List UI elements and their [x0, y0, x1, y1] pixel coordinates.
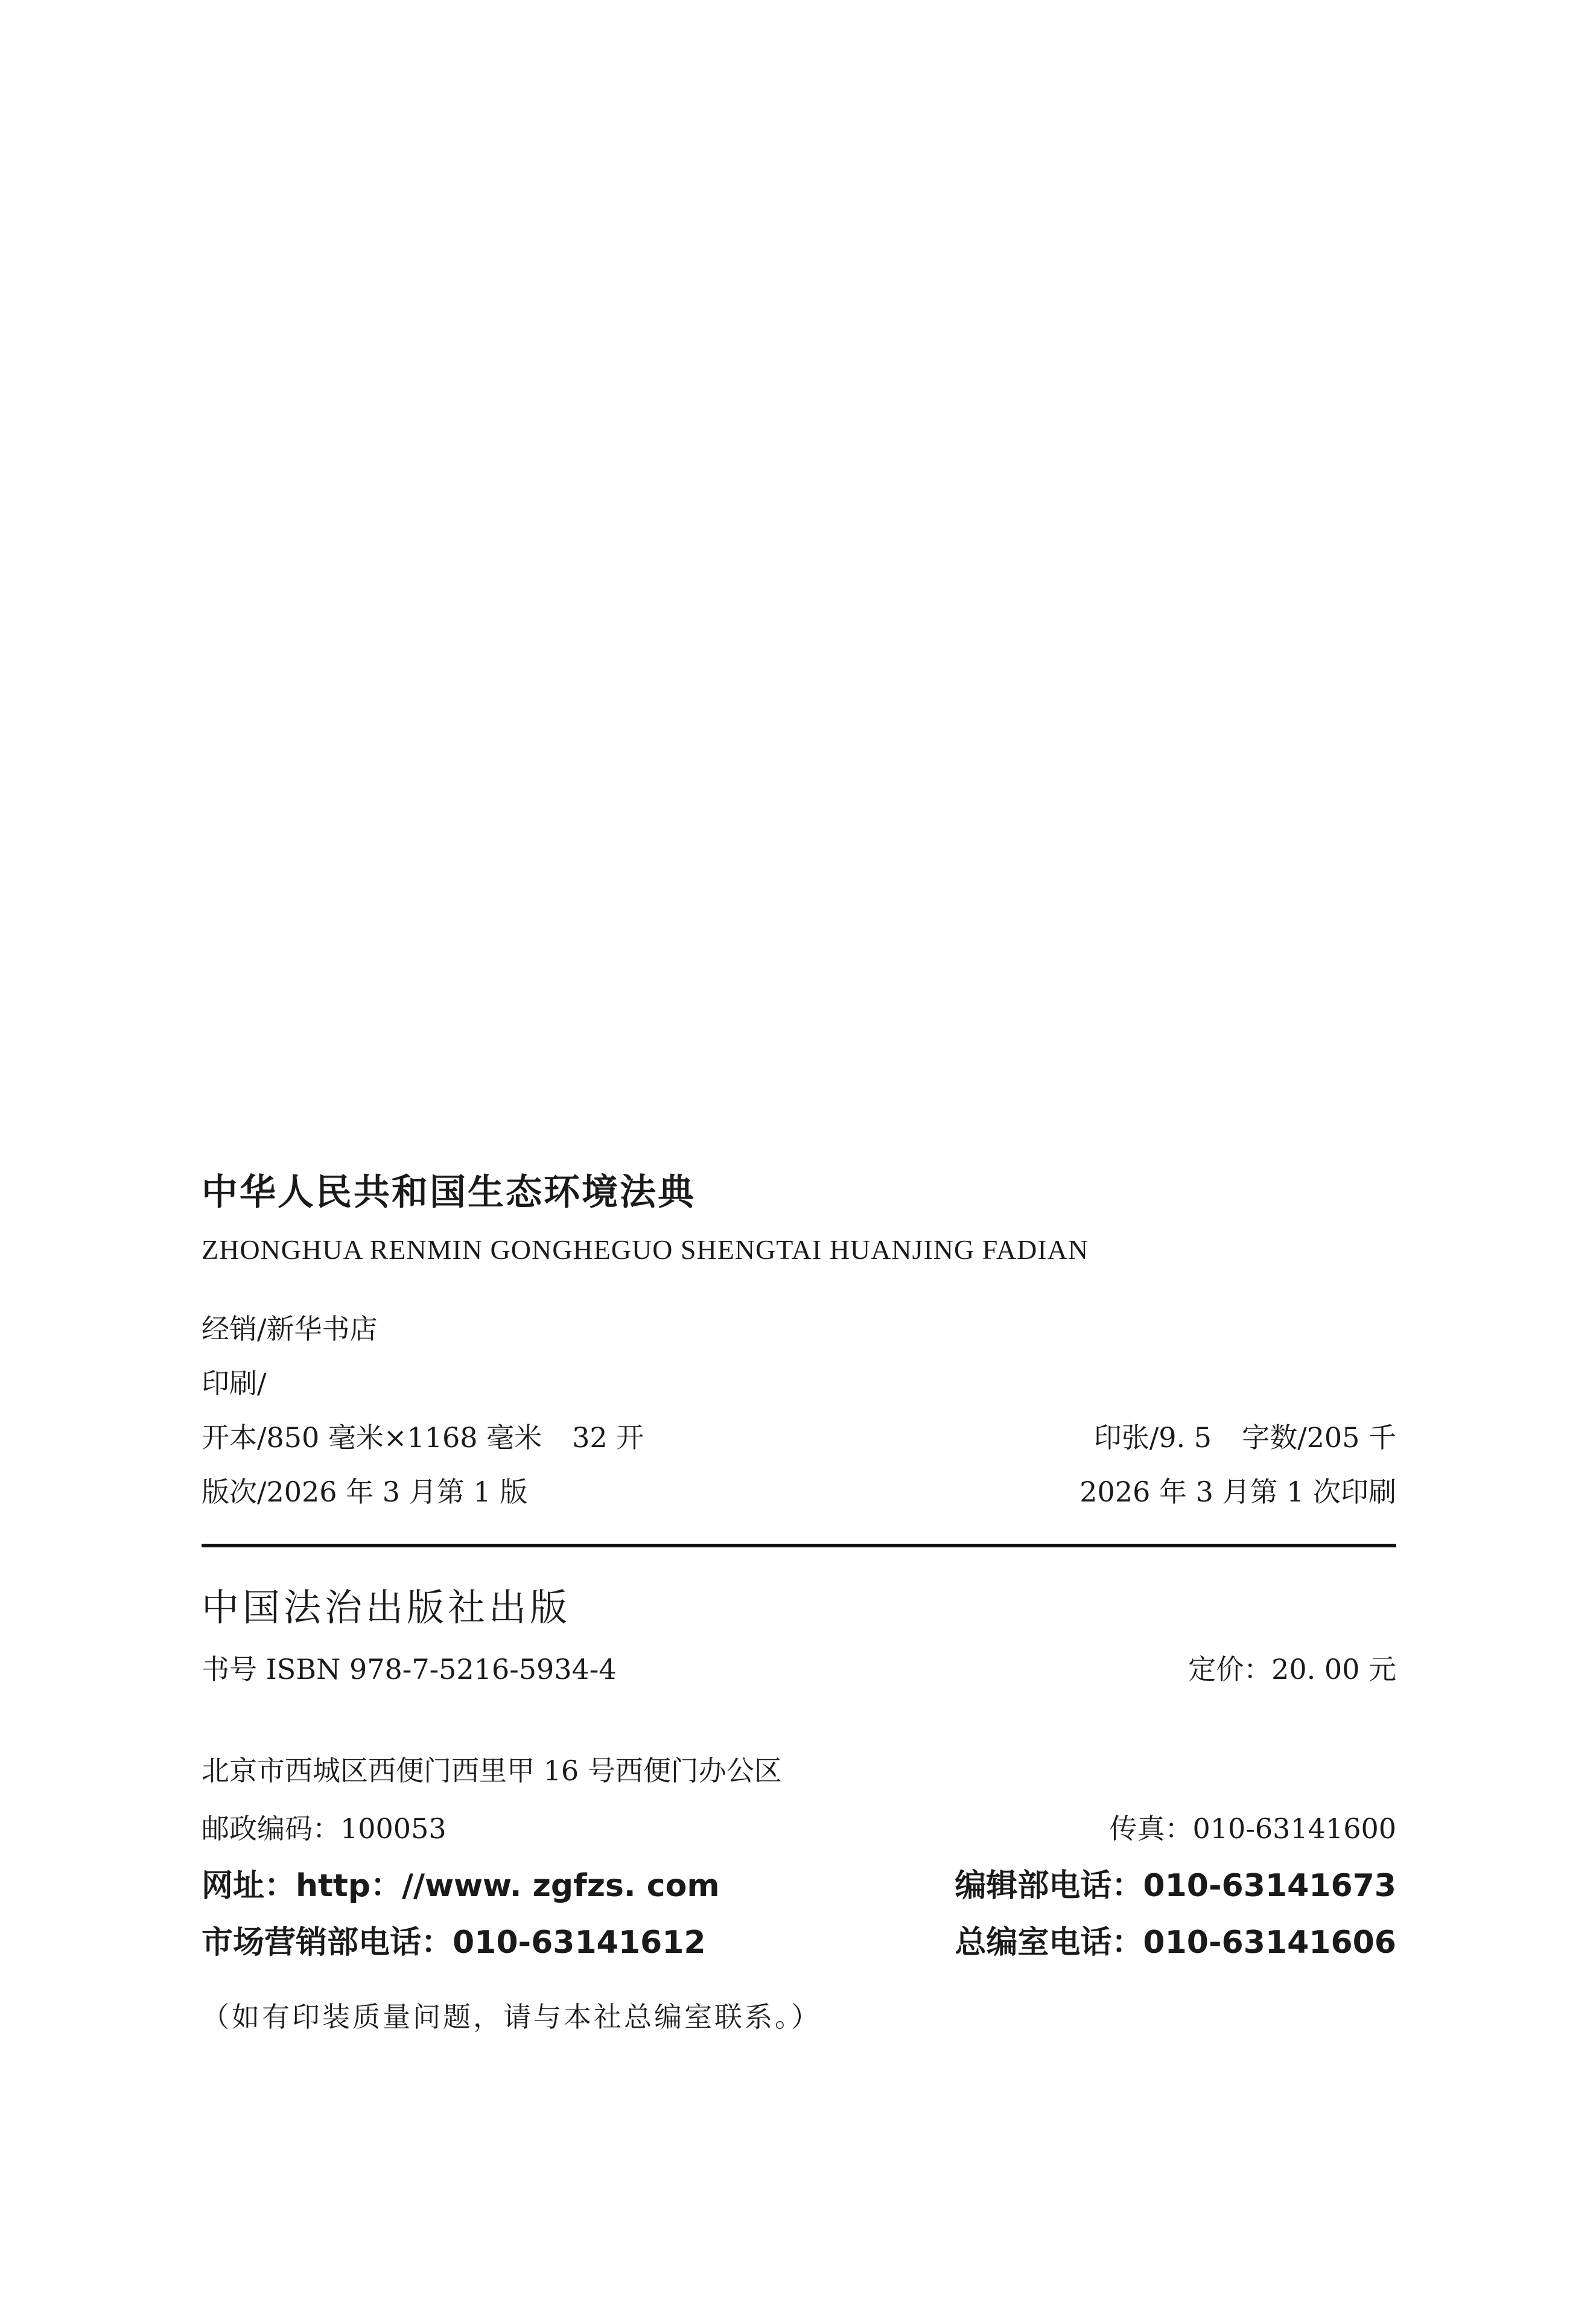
- postal-line: [202, 1807, 1396, 1847]
- word-count: 字数/205 千: [1242, 1421, 1396, 1454]
- marketing-phone: 市场营销部电话：010-63141612: [202, 1925, 706, 1961]
- edition: 版次/2026 年 3 月第 1 版: [202, 1476, 528, 1508]
- printed-sheets: 印张/9. 5: [1093, 1421, 1212, 1454]
- website: 网址：http：//www. zgfzs. com: [202, 1868, 720, 1904]
- book-title-pinyin: ZHONGHUA RENMIN GONGHEGUO SHENGTAI HUANJING FADIAN: [202, 1234, 1089, 1265]
- format-fold: 32 开: [572, 1421, 644, 1454]
- distributor-line: [202, 1307, 1396, 1347]
- printer: 印刷/: [202, 1367, 267, 1400]
- format: 开本/850 毫米×1168 毫米: [202, 1421, 542, 1454]
- format-line: [202, 1416, 1396, 1456]
- quality-note: （如有印装质量问题，请与本社总编室联系。）: [202, 2001, 821, 2033]
- printer-line: [202, 1361, 1396, 1401]
- edition-line: [202, 1470, 1396, 1510]
- format-group: [202, 1416, 644, 1456]
- fax: 传真：010-63141600: [1109, 1812, 1396, 1845]
- distributor: 经销/新华书店: [202, 1313, 378, 1345]
- contact-line-1: [202, 1860, 1396, 1905]
- chief-editor-phone: 总编室电话：010-63141606: [955, 1925, 1396, 1961]
- postal-code: 邮政编码：100053: [202, 1812, 447, 1845]
- divider-rule: [202, 1544, 1396, 1547]
- publisher-name: 中国法治出版社出版: [202, 1585, 571, 1629]
- isbn-line: [202, 1648, 1396, 1687]
- printing: 2026 年 3 月第 1 次印刷: [1079, 1476, 1396, 1508]
- isbn: 书号 ISBN 978-7-5216-5934-4: [202, 1653, 617, 1686]
- editorial-phone: 编辑部电话：010-63141673: [955, 1868, 1396, 1904]
- publisher-address: 北京市西城区西便门西里甲 16 号西便门办公区: [202, 1754, 782, 1787]
- contact-line-2: [202, 1917, 1396, 1962]
- book-title: 中华人民共和国生态环境法典: [202, 1171, 696, 1214]
- sheets-group: [1094, 1416, 1396, 1456]
- price: 定价：20. 00 元: [1188, 1653, 1396, 1686]
